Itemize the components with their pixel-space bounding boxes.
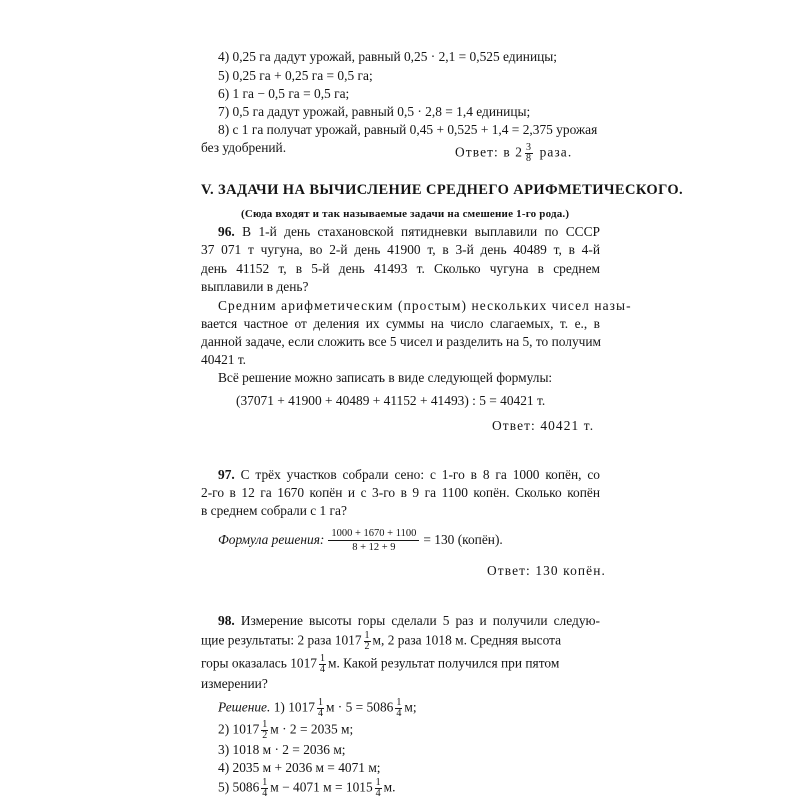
problem-96-answer: Ответ: 40421 т.: [492, 418, 595, 433]
step-5-fraction-a: $\frac{1}{4}$: [262, 777, 268, 799]
solution-step-8: 8) с 1 га получат урожай, равный 0,45 + 0,525 + 1,4 = 2,375 урожая: [218, 122, 598, 137]
step-1-a: 1) 1017: [273, 699, 315, 715]
step-5-a: 5) 5086: [218, 779, 260, 795]
formula-denominator: 8 + 12 + 9: [352, 542, 396, 554]
half-fraction: $\frac{1}{2}$: [364, 630, 370, 652]
problem-96-explain-4: 40421 т.: [201, 352, 247, 367]
problem-98-step-4: 4) 2035 м + 2036 м = 4071 м;: [218, 760, 381, 775]
problem-97-answer: Ответ: 130 копён.: [487, 563, 606, 578]
step-1-fraction-b: $\frac{1}{4}$: [396, 697, 402, 719]
step-1-fraction-a: $\frac{1}{4}$: [317, 697, 323, 719]
problem-96-text-1: В 1-й день стахановской пятидневки выплавили по СССР: [242, 224, 600, 239]
problem-98-line-3: [201, 654, 600, 675]
problem-98-text-1: Измерение высоты горы сделали 5 раз и получили следую-: [240, 613, 600, 628]
section-subtitle: (Сюда входят и так называемые задачи на смешение 1-го рода.): [241, 208, 570, 220]
solution-step-6: 6) 1 га − 0,5 га = 0,5 га;: [218, 86, 350, 101]
quarter-fraction: $\frac{1}{4}$: [320, 653, 325, 675]
formula-label: Формула решения:: [218, 532, 325, 547]
formula-fraction: [328, 527, 419, 554]
problem-97-text-1: С трёх участков собрали сено: с 1-го в 8 га 1000 копён, со: [240, 467, 600, 482]
step-2-a: 2) 1017: [218, 721, 260, 737]
step-5-c: м.: [383, 779, 396, 795]
problem-98-text-2a: щие результаты: 2 раза 1017: [201, 632, 362, 648]
problem-96-explain-3: данной задаче, если сложить все 5 чисел и разделить на 5, то получим: [201, 334, 602, 349]
problem-97-formula: [218, 525, 503, 555]
problem-96-line-3: день 41152 т, в 5-й день 41493 т. Сколько чугуна в среднем: [201, 261, 600, 276]
problem-96-explain-1: Средним арифметическим (простым) нескольких чисел назы-: [218, 298, 632, 313]
problem-98-line-4: измерении?: [201, 676, 268, 691]
problem-98-step-3: 3) 1018 м · 2 = 2036 м;: [218, 742, 346, 757]
section-title: V. ЗАДАЧИ НА ВЫЧИСЛЕНИЕ СРЕДНЕГО АРИФМЕТИЧЕСКОГО.: [201, 182, 684, 198]
answer-fraction: $\frac{3}{8}$: [526, 142, 533, 164]
problem-98-line-1: [218, 612, 600, 630]
problem-98-text-3b: м. Какой результат получился при пятом: [328, 655, 560, 671]
solution-step-5: 5) 0,25 га + 0,25 га = 0,5 га;: [218, 68, 373, 83]
step-2-fraction: $\frac{1}{2}$: [262, 719, 268, 741]
step-5-fraction-b: $\frac{1}{4}$: [375, 777, 381, 799]
answer-prefix: Ответ: в 2: [455, 144, 523, 160]
step-5-b: м − 4071 м = 1015: [270, 779, 373, 795]
problem-97-line-1: [218, 466, 600, 484]
problem-98-text-3a: горы оказалась 1017: [201, 655, 317, 671]
answer-suffix: раза.: [539, 144, 573, 160]
solution-step-8-cont: без удобрений.: [201, 140, 287, 155]
problem-96-formula: (37071 + 41900 + 40489 + 41152 + 41493) : 5 = 40421 т.: [236, 393, 546, 408]
solution-step-7: 7) 0,5 га дадут урожай, равный 0,5 · 2,8 = 1,4 единицы;: [218, 104, 531, 119]
step-2-b: м · 2 = 2035 м;: [270, 721, 354, 737]
solution-step-4: 4) 0,25 га дадут урожай, равный 0,25 · 2,1 = 0,525 единицы;: [218, 49, 557, 64]
formula-numerator: 1000 + 1670 + 1100: [328, 527, 419, 541]
problem-96-number: 96.: [218, 224, 235, 239]
problem-98-step-5: [218, 778, 395, 799]
problem-97-number: 97.: [218, 467, 235, 482]
step-1-b: м · 5 = 5086: [325, 699, 394, 715]
problem-96-line-4: выплавили в день?: [201, 279, 309, 294]
formula-result: = 130 (копён).: [423, 532, 503, 547]
problem-97-line-3: в среднем собрали с 1 га?: [201, 503, 347, 518]
problem-97-line-2: 2-го в 12 га 1670 копён и с 3-го в 9 га 1100 копён. Сколько копён: [201, 485, 600, 500]
problem-98-step-1: [218, 698, 417, 719]
solution-label: Решение.: [218, 699, 271, 715]
problem-98-text-2b: м, 2 раза 1018 м. Средняя высота: [372, 632, 562, 648]
answer-line: [455, 143, 572, 164]
problem-98-step-2: [218, 720, 353, 741]
problem-96-line-2: 37 071 т чугуна, во 2-й день 41900 т, в 3-й день 40489 т, в 4-й: [201, 242, 600, 257]
step-1-c: м;: [404, 699, 417, 715]
problem-98-number: 98.: [218, 613, 235, 628]
problem-96-explain-5: Всё решение можно записать в виде следующей формулы:: [218, 370, 553, 385]
problem-96-explain-2: вается частное от деления их суммы на число слагаемых, т. е., в: [201, 316, 600, 331]
problem-98-line-2: [201, 631, 600, 652]
problem-96-line-1: [218, 223, 600, 241]
